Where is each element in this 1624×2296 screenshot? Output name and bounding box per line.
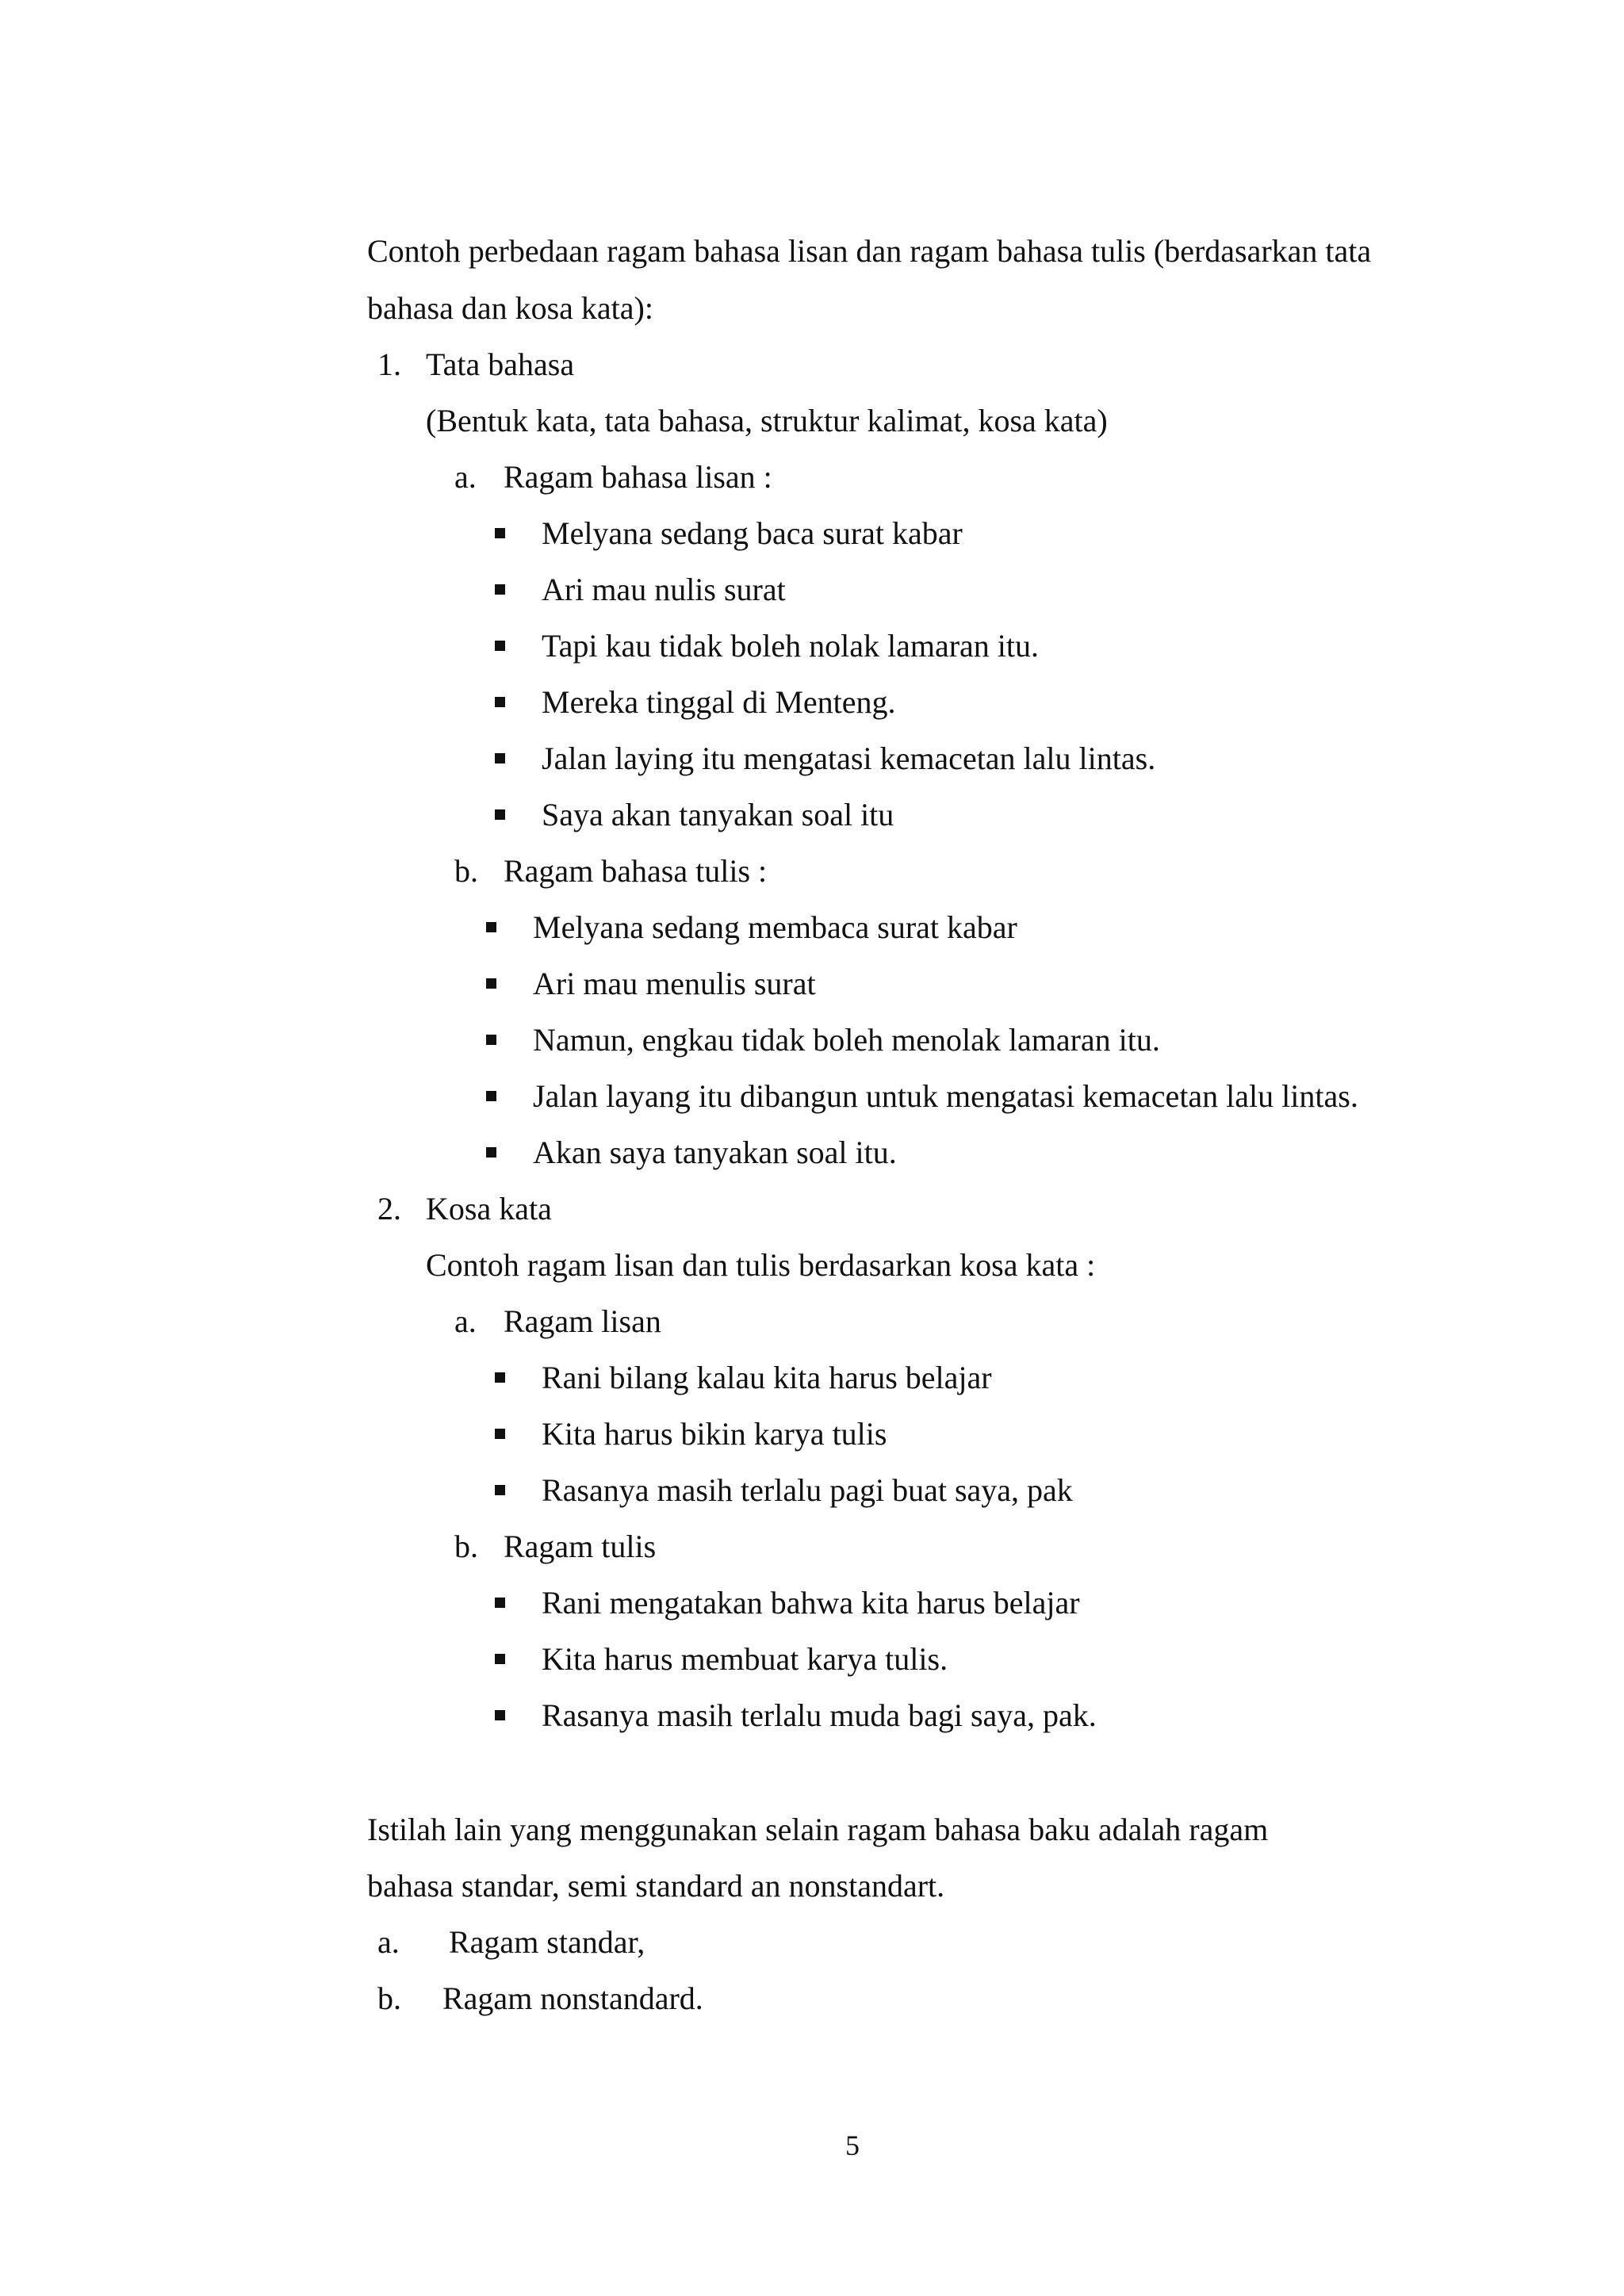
bullet-icon <box>495 641 505 651</box>
list-item: Kita harus membuat karya tulis. <box>542 1641 948 1677</box>
list-item: Tapi kau tidak boleh nolak lamaran itu. <box>542 628 1040 664</box>
bullet-icon <box>495 697 505 707</box>
list-item: Rani bilang kalau kita harus belajar <box>542 1360 992 1395</box>
section-2-title: Kosa kata <box>426 1191 552 1226</box>
intro-line-2: bahasa dan kosa kata): <box>367 290 653 326</box>
list-item: Namun, engkau tidak boleh menolak lamaran itu. <box>533 1022 1160 1058</box>
bullet-icon <box>495 753 505 763</box>
list-item: Rani mengatakan bahwa kita harus belajar <box>542 1585 1080 1621</box>
bullet-icon <box>495 1654 505 1664</box>
bullet-icon <box>495 1598 505 1608</box>
section-2-sub-b-marker: b. <box>454 1529 478 1564</box>
list-item: Saya akan tanyakan soal itu <box>542 797 894 832</box>
list-item: Melyana sedang membaca surat kabar <box>533 909 1017 945</box>
section-2-sub-a-title: Ragam lisan <box>504 1303 661 1339</box>
closing-item-b-text: Ragam nonstandard. <box>442 1980 703 2016</box>
section-1-sub-b-title: Ragam bahasa tulis : <box>504 853 768 889</box>
bullet-icon <box>486 978 496 989</box>
list-item: Rasanya masih terlalu pagi buat saya, pak <box>542 1472 1073 1508</box>
bullet-icon <box>486 1147 496 1158</box>
list-item: Jalan layang itu dibangun untuk mengatasi kemacetan lalu lintas. <box>533 1078 1358 1114</box>
closing-item-b-marker: b. <box>377 1980 401 2016</box>
list-item: Ari mau nulis surat <box>542 572 786 607</box>
section-1-number: 1. <box>377 346 401 382</box>
section-1-title: Tata bahasa <box>426 346 575 382</box>
bullet-icon <box>495 584 505 595</box>
section-2-description: Contoh ragam lisan dan tulis berdasarkan kosa kata : <box>426 1247 1096 1283</box>
bullet-icon <box>495 1372 505 1383</box>
section-1-sub-a-marker: a. <box>454 459 477 495</box>
bullet-icon <box>495 1429 505 1439</box>
bullet-icon <box>486 1091 496 1101</box>
bullet-icon <box>486 1035 496 1045</box>
section-1-sub-b-marker: b. <box>454 853 478 889</box>
list-item: Rasanya masih terlalu muda bagi saya, pak. <box>542 1697 1097 1733</box>
section-1-sub-a-title: Ragam bahasa lisan : <box>504 459 772 495</box>
closing-item-a-text: Ragam standar, <box>449 1924 645 1960</box>
bullet-icon <box>486 922 496 932</box>
bullet-icon <box>495 528 505 538</box>
list-item: Ari mau menulis surat <box>533 966 816 1001</box>
section-2-sub-a-marker: a. <box>454 1303 477 1339</box>
intro-line-1: Contoh perbedaan ragam bahasa lisan dan ragam bahasa tulis (berdasarkan tata <box>367 233 1372 269</box>
closing-line-1: Istilah lain yang menggunakan selain ragam bahasa baku adalah ragam <box>367 1812 1269 1847</box>
closing-line-2: bahasa standar, semi standard an nonstandart. <box>367 1868 945 1904</box>
list-item: Mereka tinggal di Menteng. <box>542 684 896 720</box>
list-item: Melyana sedang baca surat kabar <box>542 515 963 551</box>
section-1-description: (Bentuk kata, tata bahasa, struktur kalimat, kosa kata) <box>426 403 1108 438</box>
list-item: Jalan laying itu mengatasi kemacetan lalu lintas. <box>542 740 1156 776</box>
list-item: Kita harus bikin karya tulis <box>542 1416 887 1452</box>
section-2-number: 2. <box>377 1191 401 1226</box>
list-item: Akan saya tanyakan soal itu. <box>533 1135 897 1170</box>
bullet-icon <box>495 1485 505 1495</box>
closing-item-a-marker: a. <box>377 1924 400 1960</box>
page-number: 5 <box>845 2130 860 2161</box>
section-2-sub-b-title: Ragam tulis <box>504 1529 657 1564</box>
bullet-icon <box>495 809 505 820</box>
bullet-icon <box>495 1710 505 1720</box>
